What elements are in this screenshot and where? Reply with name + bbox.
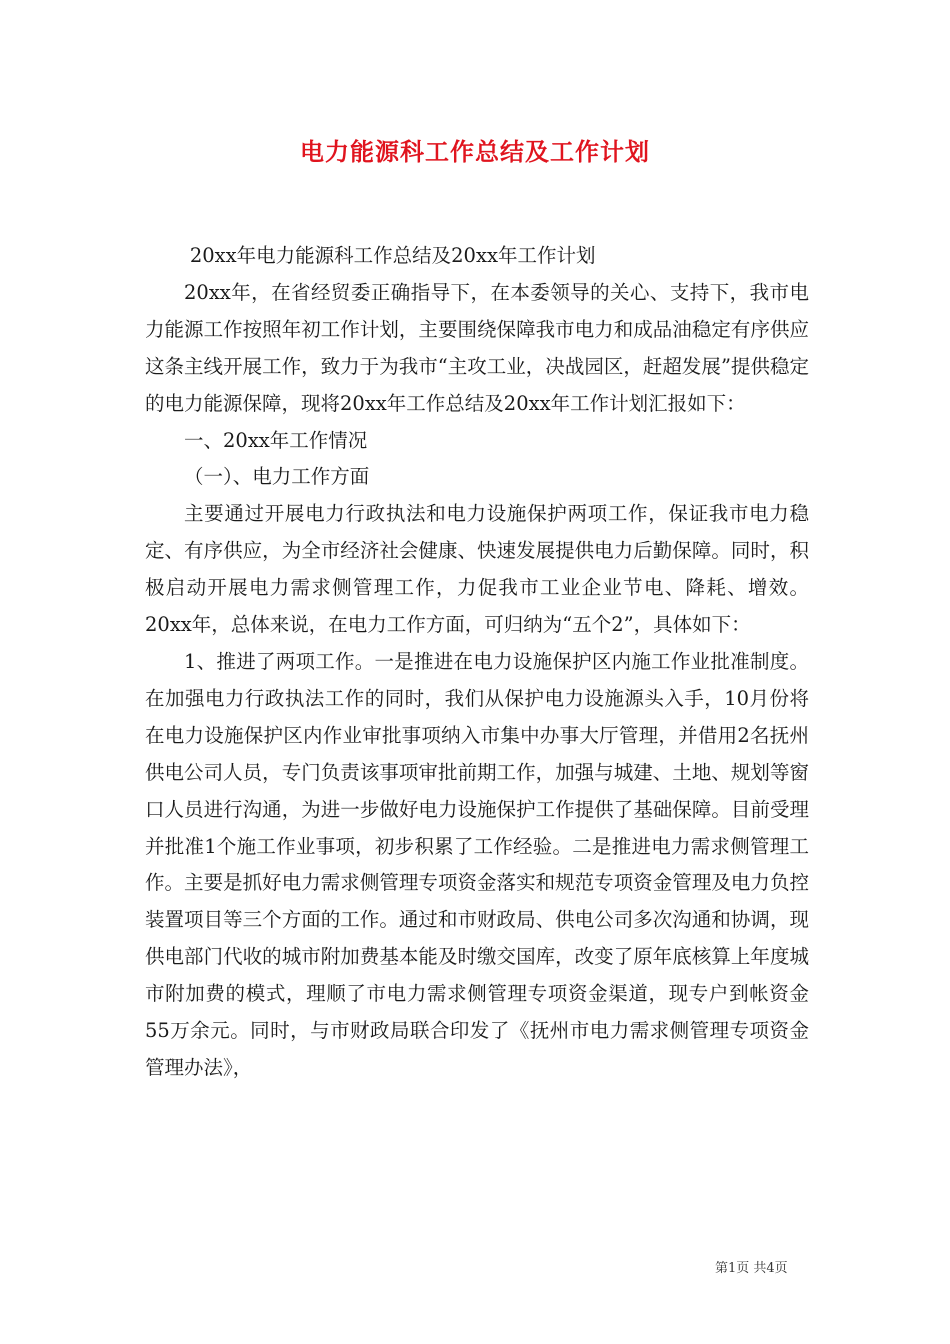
body-paragraph: 1、推进了两项工作。一是推进在电力设施保护区内施工作业批准制度。在加强电力行政执法工作的同时，我们从保护电力设施源头入手，10月份将在电力设施保护区内作业审批事项纳入市集中办事大厅管理，并借用2名抚州供电公司人员，专门负责该事项审批前期工作，加强与城建、土地、规划等窗口人员进行沟通，为进一步做好电力设施保护工作提供了基础保障。目前受理并批准1个施工作业事项，初步积累了工作经验。二是推进电力需求侧管理工作。主要是抓好电力需求侧管理专项资金落实和规范专项资金管理及电力负控装置项目等三个方面的工作。通过和市财政局、供电公司多次沟通和协调，现供电部门代收的城市附加费基本能及时缴交国库，改变了原年底核算上年度城市附加费的模式，理顺了市电力需求侧管理专项资金渠道，现专户到帐资金55万余元。同时，与市财政局联合印发了《抚州市电力需求侧管理专项资金管理办法》，	[145, 649, 809, 1079]
section-heading: 一、20xx年工作情况	[184, 428, 368, 452]
subsection-heading: （一）、电力工作方面	[184, 465, 370, 489]
document-title: 电力能源科工作总结及工作计划	[300, 137, 650, 166]
document-body	[145, 238, 809, 1087]
page-number: 第1页 共4页	[715, 1261, 788, 1276]
document-subtitle: 20xx年电力能源科工作总结及20xx年工作计划	[189, 244, 596, 267]
body-paragraph: 主要通过开展电力行政执法和电力设施保护两项工作，保证我市电力稳定、有序供应，为全市经济社会健康、快速发展提供电力后勤保障。同时，积极启动开展电力需求侧管理工作，力促我市工业企业节电、降耗、增效。20xx年，总体来说，在电力工作方面，可归纳为“五个2”，具体如下：	[145, 502, 809, 637]
intro-paragraph: 20xx年，在省经贸委正确指导下，在本委领导的关心、支持下，我市电力能源工作按照年初工作计划，主要围绕保障我市电力和成品油稳定有序供应这条主线开展工作，致力于为我市“主攻工业，决战园区，赶超发展”提供稳定的电力能源保障，现将20xx年工作总结及20xx年工作计划汇报如下：	[145, 280, 809, 415]
